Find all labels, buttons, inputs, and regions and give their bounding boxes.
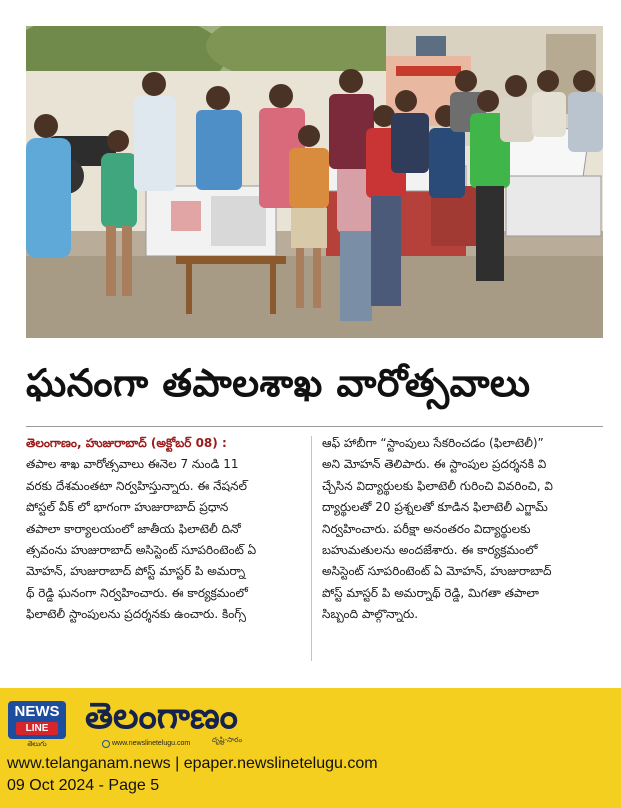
globe-icon xyxy=(102,740,110,748)
article-line: మోహన్, హుజురాబాద్ పోస్ట్ మాస్టర్ పి అమర్నా xyxy=(26,564,246,579)
article-line: అని మోహన్ తెలిపారు. ఈ స్టాంపుల ప్రదర్శనకి వి xyxy=(322,457,547,472)
news-photo xyxy=(26,26,603,338)
article-line: ఆఫ్ హాబీగా “స్టాంపులు సేకరించడం (ఫిలాటెలీ)” xyxy=(322,436,544,450)
footer-links[interactable]: www.telanganam.news | epaper.newslinetelugu.com xyxy=(7,755,378,772)
newsline-logo[interactable] xyxy=(8,701,66,739)
article-line: తపాలా కార్యాలయంలో జాతీయ ఫిలాటెలీ దినో xyxy=(26,521,241,536)
masthead-title[interactable]: తెలంగాణం xyxy=(85,696,238,737)
article-line: పోస్టల్ వీక్ లో భాగంగా హుజురాబాద్ ప్రధాన xyxy=(26,500,229,515)
epaper-footer xyxy=(0,688,621,808)
article-line: ద్యార్థులతో 20 ప్రశ్నలతో కూడిన ఫిలాటెలీ ఎగ్జామ్ xyxy=(322,500,548,515)
article-dateline: తెలంగాణం, హుజురాబాద్ (అక్టోబర్ 08) : xyxy=(26,436,227,450)
article-line: థ్ రెడ్డి ఘనంగా నిర్వహించారు. ఈ కార్యక్రమంలో xyxy=(26,585,248,600)
article-line: వరకు దేశమంతటా నిర్వహిస్తున్నారు. ఈ నేషనల్ xyxy=(26,478,248,493)
article-line: సిబ్బంది పాల్గొన్నారు. xyxy=(322,607,419,622)
news-photo-illustration xyxy=(26,26,603,338)
masthead-url[interactable]: www.newslinetelugu.com xyxy=(112,740,191,747)
article-line: నిర్వహించారు. పరీక్షా అనంతరం విద్యార్థులకు xyxy=(322,521,531,536)
article-column-left xyxy=(26,433,308,626)
footer-date-page: 09 Oct 2024 - Page 5 xyxy=(7,777,160,794)
headline-divider xyxy=(26,426,603,427)
column-divider xyxy=(311,436,312,661)
masthead-tagline: దృష్టి-సారం xyxy=(212,736,242,744)
article-line: త్సవంను హుజురాబాద్ అసిస్టెంట్ సూపరింటెంట్ ఏ xyxy=(26,543,257,558)
newsline-logo-line: LINE xyxy=(16,722,58,735)
article-line: అసిస్టెంట్ సూపరింటెంట్ ఏ మోహన్, హుజురాబాద్ xyxy=(322,564,552,579)
article-line: ఫిలాటెలీ స్టాంపులను ప్రదర్శనకు ఉంచారు. కింగ్స్ xyxy=(26,607,247,622)
newsline-logo-subtitle: తెలుగు xyxy=(27,740,47,748)
article-headline: ఘనంగా తపాలశాఖ వారోత్సవాలు xyxy=(26,361,531,405)
article-line: పోస్ట్ మాస్టర్ పి అమర్నాథ్ రెడ్డి, మిగతా తపాలా xyxy=(322,585,539,600)
article-line: చ్చేసిన విద్యార్థులకు ఫిలాటెలీ గురించి వివరించి, వి xyxy=(322,478,553,493)
article-line: తపాల శాఖ వారోత్సవాలు ఈనెల 7 నుండి 11 xyxy=(26,457,239,472)
newsline-logo-news: NEWS xyxy=(14,703,60,720)
article-column-right xyxy=(322,433,604,626)
article-line: బహుమతులను అందజేశారు. ఈ కార్యక్రమంలో xyxy=(322,543,538,558)
